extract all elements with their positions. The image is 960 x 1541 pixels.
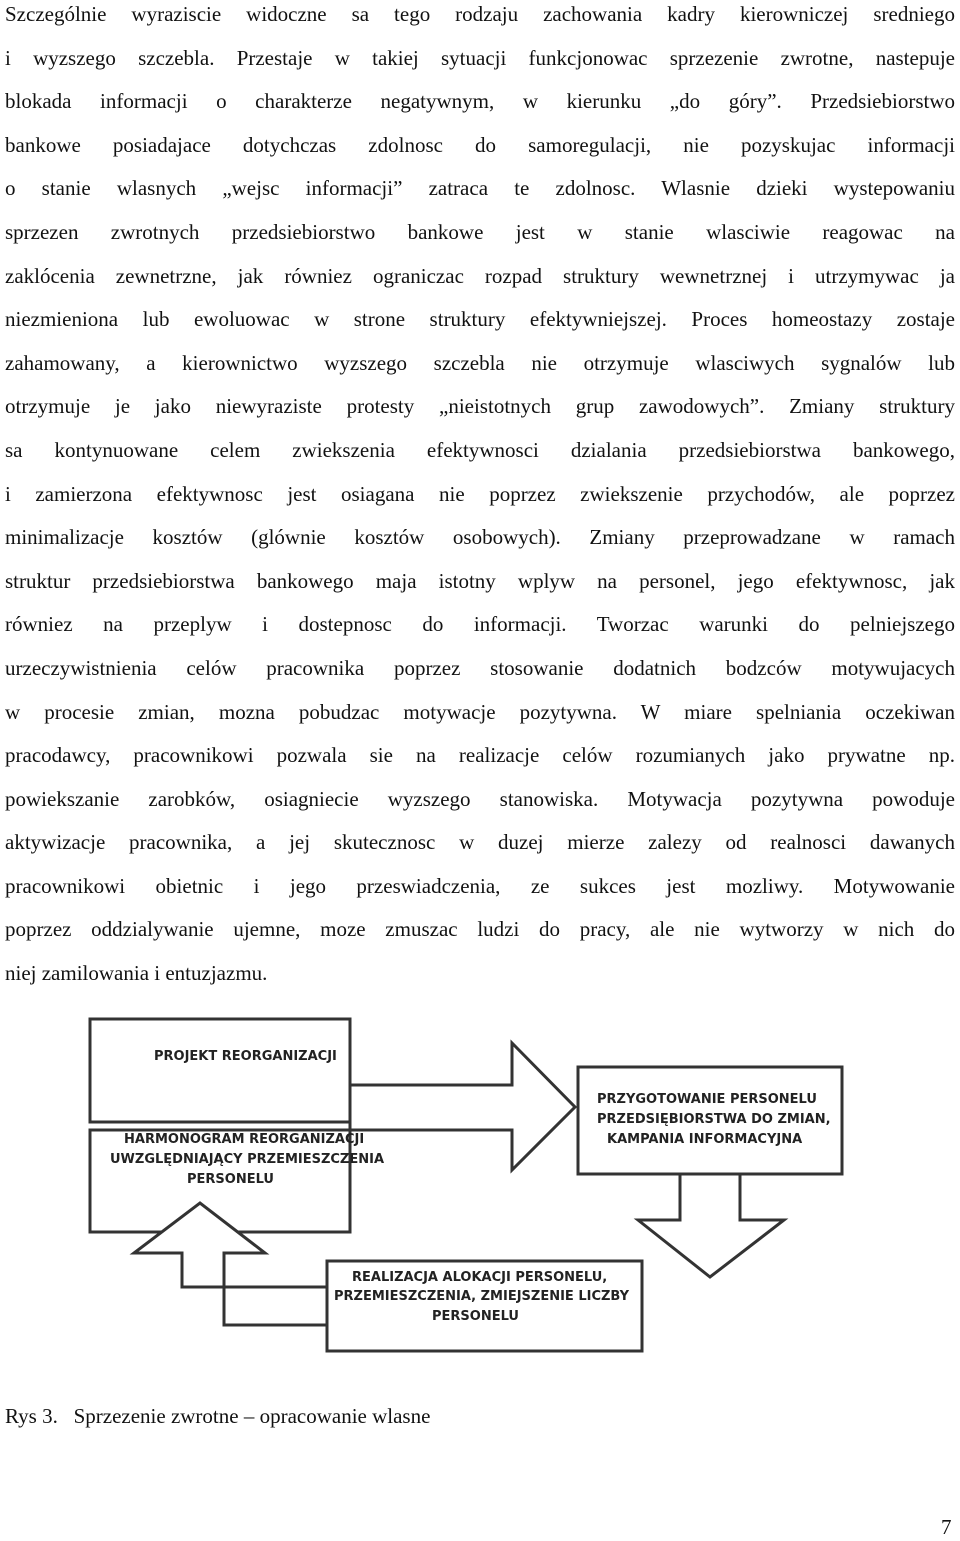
text-line: zahamowany, a kierownictwo wyzszego szczebla nie otrzymuje wlasciwych sygnalów lub [5,350,955,375]
page-number: 7 [941,1515,952,1539]
box-schedule-label-line3: PERSONELU [187,1172,274,1187]
box-preparation-label-line3: KAMPANIA INFORMACYJNA [607,1132,803,1147]
text-line: zaklócenia zewnetrzne, jak równiez ograniczac rozpad struktury wewnetrznej i utrzymywac ja [5,263,955,288]
box-schedule-label-line2: UWZGLĘDNIAJĄCY PRZEMIESZCZENIA [110,1152,385,1167]
text-line: pracodawcy, pracownikowi pozwala sie na realizacje celów rozumianych jako prywatne np. [5,743,955,768]
text-line: i wyzszego szczebla. Przestaje w takiej sytuacji funkcjonowac sprzezenie zwrotne, nastepuje [5,45,955,70]
text-line: struktur przedsiebiorstwa bankowego maja istotny wplyw na personel, jego efektywnosc, jak [5,568,955,593]
box-project-label: PROJEKT REORGANIZACJI [154,1049,337,1064]
text-line: minimalizacje kosztów (glównie kosztów osobowych). Zmiany przeprowadzane w ramach [5,525,955,550]
text-line: niej zamilowania i entuzjazmu. [5,961,268,986]
box-schedule-label-line1: HARMONOGRAM REORGANIZACJI [124,1132,365,1147]
box-project [90,1019,350,1122]
text-line: sa kontynuowane celem zwiekszenia efektywnosci dzialania przedsiebiorstwa bankowego, [5,437,955,462]
text-line: sprzezen zwrotnych przedsiebiorstwo bankowe jest w stanie wlasciwie reagowac na [5,219,955,244]
box-preparation-label-line1: PRZYGOTOWANIE PERSONELU [597,1092,817,1107]
arrow-down [638,1174,784,1277]
text-line: równiez na przeplyw i dostepnosc do informacji. Tworzac warunki do pelniejszego [5,612,955,637]
text-line: bankowe posiadajace dotychczas zdolnosc do samoregulacji, nie pozyskujac informacji [5,132,955,157]
text-line: o stanie wlasnych „wejsc informacji” zatraca te zdolnosc. Wlasnie dzieki wystepowaniu [5,176,955,201]
text-line: poprzez oddzialywanie ujemne, moze zmuszac ludzi do pracy, ale nie wytworzy w nich do [5,917,955,942]
box-preparation-label-line2: PRZEDSIĘBIORSTWA DO ZMIAN, [597,1112,831,1127]
text-line: i zamierzona efektywnosc jest osiagana nie poprzez zwiekszenie przychodów, ale poprzez [5,481,955,506]
box-realization-label-line1: REALIZACJA ALOKACJI PERSONELU, [352,1270,608,1285]
text-line: aktywizacje pracownika, a jej skutecznosc w duzej mierze zalezy od realnosci dawanych [5,830,955,855]
figure-caption: Rys 3. Sprzezenie zwrotne – opracowanie wlasne [5,1404,431,1428]
text-line: w procesie zmian, mozna pobudzac motywacje pozytywna. W miare spelniania oczekiwan [5,699,955,724]
body-paragraph [5,0,955,1003]
diagram-svg [72,1015,960,1395]
box-realization-label-line2: PRZEMIESZCZENIA, ZMIEJSZENIE LICZBY [334,1289,630,1304]
text-line: urzeczywistnienia celów pracownika poprzez stosowanie dodatnich bodzców motywujacych [5,655,955,680]
text-line: powiekszanie zarobków, osiagniecie wyzszego stanowiska. Motywacja pozytywna powoduje [5,786,955,811]
box-realization-label-line3: PERSONELU [432,1309,519,1324]
text-line: otrzymuje je jako niewyraziste protesty „nieistotnych grup zawodowych”. Zmiany struktury [5,394,955,419]
text-line: niezmieniona lub ewoluowac w strone struktury efektywniejszej. Proces homeostazy zostaje [5,307,955,332]
text-line: pracownikowi obietnic i jego przeswiadczenia, ze sukces jest mozliwy. Motywowanie [5,873,955,898]
text-line: Szczególnie wyraziscie widoczne sa tego rodzaju zachowania kadry kierowniczej sredniego [5,2,955,26]
reorganization-diagram [72,1015,960,1395]
arrow-right [350,1043,575,1170]
text-line: blokada informacji o charakterze negatywnym, w kierunku „do góry”. Przedsiebiorstwo [5,89,955,114]
